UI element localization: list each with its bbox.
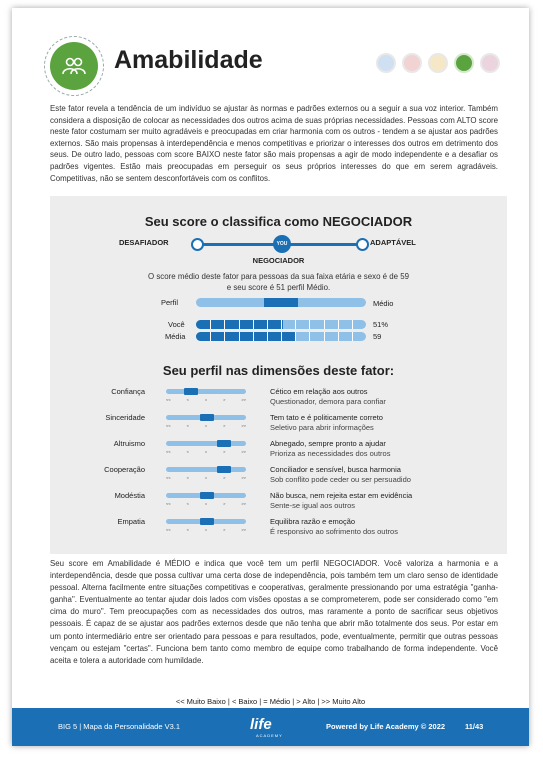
dimension-detail: É responsivo ao sofrimento dos outros [270, 527, 398, 536]
bar-tick [210, 320, 211, 329]
dimension-scale [166, 423, 246, 428]
dimension-bar [166, 441, 246, 446]
scale-symbol: >> [241, 423, 246, 428]
factor-dot-1 [376, 53, 396, 73]
scale-symbol: >> [241, 501, 246, 506]
factor-dot-5 [480, 53, 500, 73]
media-bar [196, 332, 366, 341]
bar-tick [253, 320, 254, 329]
scale-symbol: << [166, 527, 171, 532]
bar-tick [281, 320, 282, 329]
factor-logo [50, 42, 98, 90]
dimension-detail: Sob conflito pode ceder ou ser persuadido [270, 475, 411, 484]
scale-symbol: = [204, 475, 208, 480]
perfil-label: Perfil [161, 298, 179, 307]
score-title: Seu score o classifica como NEGOCIADOR [144, 214, 413, 229]
scale-symbol: > [223, 527, 226, 532]
axis-right-label: ADAPTÁVEL [370, 238, 416, 247]
factor-indicator [376, 53, 500, 73]
bar-tick [324, 332, 325, 341]
dimension-level-marker [217, 440, 231, 447]
factor-dot-3 [428, 53, 448, 73]
bar-tick [281, 332, 282, 341]
bar-tick [224, 320, 225, 329]
bar-tick [324, 320, 325, 329]
average-line-2: e seu score é 51 perfil Médio. [226, 283, 331, 292]
footer [12, 708, 529, 746]
bar-tick [309, 320, 310, 329]
scale-symbol: >> [241, 397, 246, 402]
scale-legend: << Muito Baixo | < Baixo | = Médio | > Alto | >> Muito Alto [175, 697, 366, 706]
bar-tick [338, 332, 339, 341]
scale-symbol: > [223, 397, 226, 402]
bar-tick [295, 320, 296, 329]
footer-logo-subtitle: ACADEMY [256, 733, 283, 738]
bar-tick [239, 332, 240, 341]
scale-symbol: >> [241, 527, 246, 532]
dimension-scale [166, 449, 246, 454]
bar-tick [352, 332, 353, 341]
scale-symbol: > [223, 501, 226, 506]
axis-left-label: DESAFIADOR [119, 238, 169, 247]
footer-document-name: BIG 5 | Mapa da Personalidade V3.1 [58, 722, 181, 731]
scale-symbol: << [166, 475, 171, 480]
scale-symbol: = [204, 449, 208, 454]
page-number: 11/43 [465, 722, 484, 731]
dimension-name: Confiança [111, 387, 145, 396]
dimensions-title: Seu perfil nas dimensões deste fator: [162, 363, 395, 378]
media-label: Média [165, 332, 186, 341]
bar-tick [295, 332, 296, 341]
dimension-scale [166, 475, 246, 480]
dimension-description: Não busca, nem rejeita estar em evidência [270, 491, 413, 500]
scale-symbol: = [204, 423, 208, 428]
dimension-scale [166, 527, 246, 532]
factor-dot-2 [402, 53, 422, 73]
dimension-detail: Seletivo para abrir informações [270, 423, 374, 432]
dimension-level-marker [184, 388, 198, 395]
scale-symbol: > [223, 449, 226, 454]
dimension-bar [166, 519, 246, 524]
scale-symbol: >> [241, 449, 246, 454]
voce-bar [196, 320, 366, 329]
dimension-description: Cético em relação aos outros [270, 387, 368, 396]
voce-label: Você [168, 320, 185, 329]
axis-right-end [356, 238, 369, 251]
bar-tick [338, 320, 339, 329]
scale-symbol: = [204, 397, 208, 402]
scale-symbol: = [204, 501, 208, 506]
bar-tick [253, 332, 254, 341]
dimension-description: Equilibra razão e emoção [270, 517, 356, 526]
people-icon [50, 42, 98, 90]
dimension-name: Altruismo [113, 439, 145, 448]
summary-paragraph: Seu score em Amabilidade é MÉDIO e indica que você tem um perfil NEGOCIADOR. Você valoriza a harmonia e a interdependência, desde que possa cultivar uma certa dose de independência, pois também tem um claro senso de identidade pessoal. Alterna facilmente entre situações competitivas e cooperativas, geralmente pressionando por uma estratégia "ganha-ganha". Eventualmente ao tentar ajudar dois lados com visões opostas a se comprometerem, pode ser considerado como "em cima do muro". Tem preocupações com as necessidades dos outros, mas raramente a ponto de sacrificar seus objetivos pessoais. É capaz de se ajustar aos padrões externos desde que não tenha que abrir mão totalmente dos seus. Por estar em um ponto intermediário entre ser orientado para pessoas e para resultados, pode, eventualmente, permitir que outras pessoas vençam ou estejam "certas". Funciona bem tanto como membro de equipe como trabalhando de forma independente. Você aceita e tolera a autoridade com humildade. [50, 559, 498, 665]
scale-symbol: << [166, 423, 171, 428]
scale-symbol: > [223, 475, 226, 480]
footer-logo: life [250, 716, 272, 733]
perfil-bar-medio-segment [264, 298, 298, 307]
bar-tick [267, 332, 268, 341]
bar-tick [210, 332, 211, 341]
dimension-description: Abnegado, sempre pronto a ajudar [270, 439, 386, 448]
perfil-bar [196, 298, 366, 307]
scale-symbol: << [166, 449, 171, 454]
bar-tick [239, 320, 240, 329]
dimension-scale [166, 501, 246, 506]
bar-tick [267, 320, 268, 329]
dimension-level-marker [217, 466, 231, 473]
scale-symbol: < [186, 475, 189, 480]
media-value: 59 [373, 332, 382, 341]
scale-symbol: < [186, 527, 189, 532]
perfil-value: Médio [373, 299, 394, 308]
dimension-bar [166, 467, 246, 472]
average-line-1: O score médio deste fator para pessoas da sua faixa etária e sexo é de 59 [148, 272, 409, 281]
dimension-level-marker [200, 414, 214, 421]
voce-value: 51% [373, 320, 389, 329]
dimension-level-marker [200, 492, 214, 499]
footer-powered-by: Powered by Life Academy © 2022 [326, 722, 446, 731]
dimension-name: Cooperação [104, 465, 145, 474]
scale-symbol: = [204, 527, 208, 532]
scale-symbol: < [186, 449, 189, 454]
scale-symbol: < [186, 397, 189, 402]
you-marker: YOU [273, 235, 291, 253]
dimension-detail: Sente-se igual aos outros [270, 501, 356, 510]
factor-dot-4 [454, 53, 474, 73]
scale-symbol: >> [241, 475, 246, 480]
profile-name: NEGOCIADOR [252, 256, 305, 265]
intro-paragraph: Este fator revela a tendência de um indivíduo se ajustar às normas e padrões externos ou a seguir a sua voz interior. Também considera a disposição de colocar as necessidades dos outros acima de suas próprias necessidades. Pessoas com ALTO score neste fator costumam ser muito agradáveis e preocupadas em criar harmonia com os outros - tendem a se ajustar aos padrões externos. São mais propensas à interdependência e menos competitivas e priorizar o interesses dos outros em detrimento dos seus. De outro lado, pessoas com score BAIXO neste fator são mais propensas a agir de modo independente e a desafiar os padrões vigentes. Estão mais preocupadas em perseguir os seus próprios interesses do que em serem agradáveis. Competitivas, não se sentem desconfortáveis com os conflitos. [50, 104, 498, 183]
bar-tick [309, 332, 310, 341]
scale-symbol: << [166, 501, 171, 506]
dimension-detail: Prioriza as necessidades dos outros [270, 449, 391, 458]
dimension-name: Modéstia [114, 491, 145, 500]
dimension-description: Conciliador e sensível, busca harmonia [270, 465, 401, 474]
dimension-bar [166, 415, 246, 420]
dimension-name: Empatia [117, 517, 145, 526]
bar-tick [224, 332, 225, 341]
dimension-scale [166, 397, 246, 402]
dimension-name: Sinceridade [105, 413, 145, 422]
report-page [12, 8, 529, 746]
scale-symbol: << [166, 397, 171, 402]
page-title: Amabilidade [114, 46, 263, 74]
scale-symbol: > [223, 423, 226, 428]
dimension-bar [166, 493, 246, 498]
dimension-level-marker [200, 518, 214, 525]
dimension-description: Tem tato e é politicamente correto [270, 413, 383, 422]
dimension-bar [166, 389, 246, 394]
dimension-detail: Questionador, demora para confiar [270, 397, 386, 406]
score-panel [50, 196, 507, 554]
scale-symbol: < [186, 423, 189, 428]
bar-tick [352, 320, 353, 329]
scale-symbol: < [186, 501, 189, 506]
axis-left-end [191, 238, 204, 251]
